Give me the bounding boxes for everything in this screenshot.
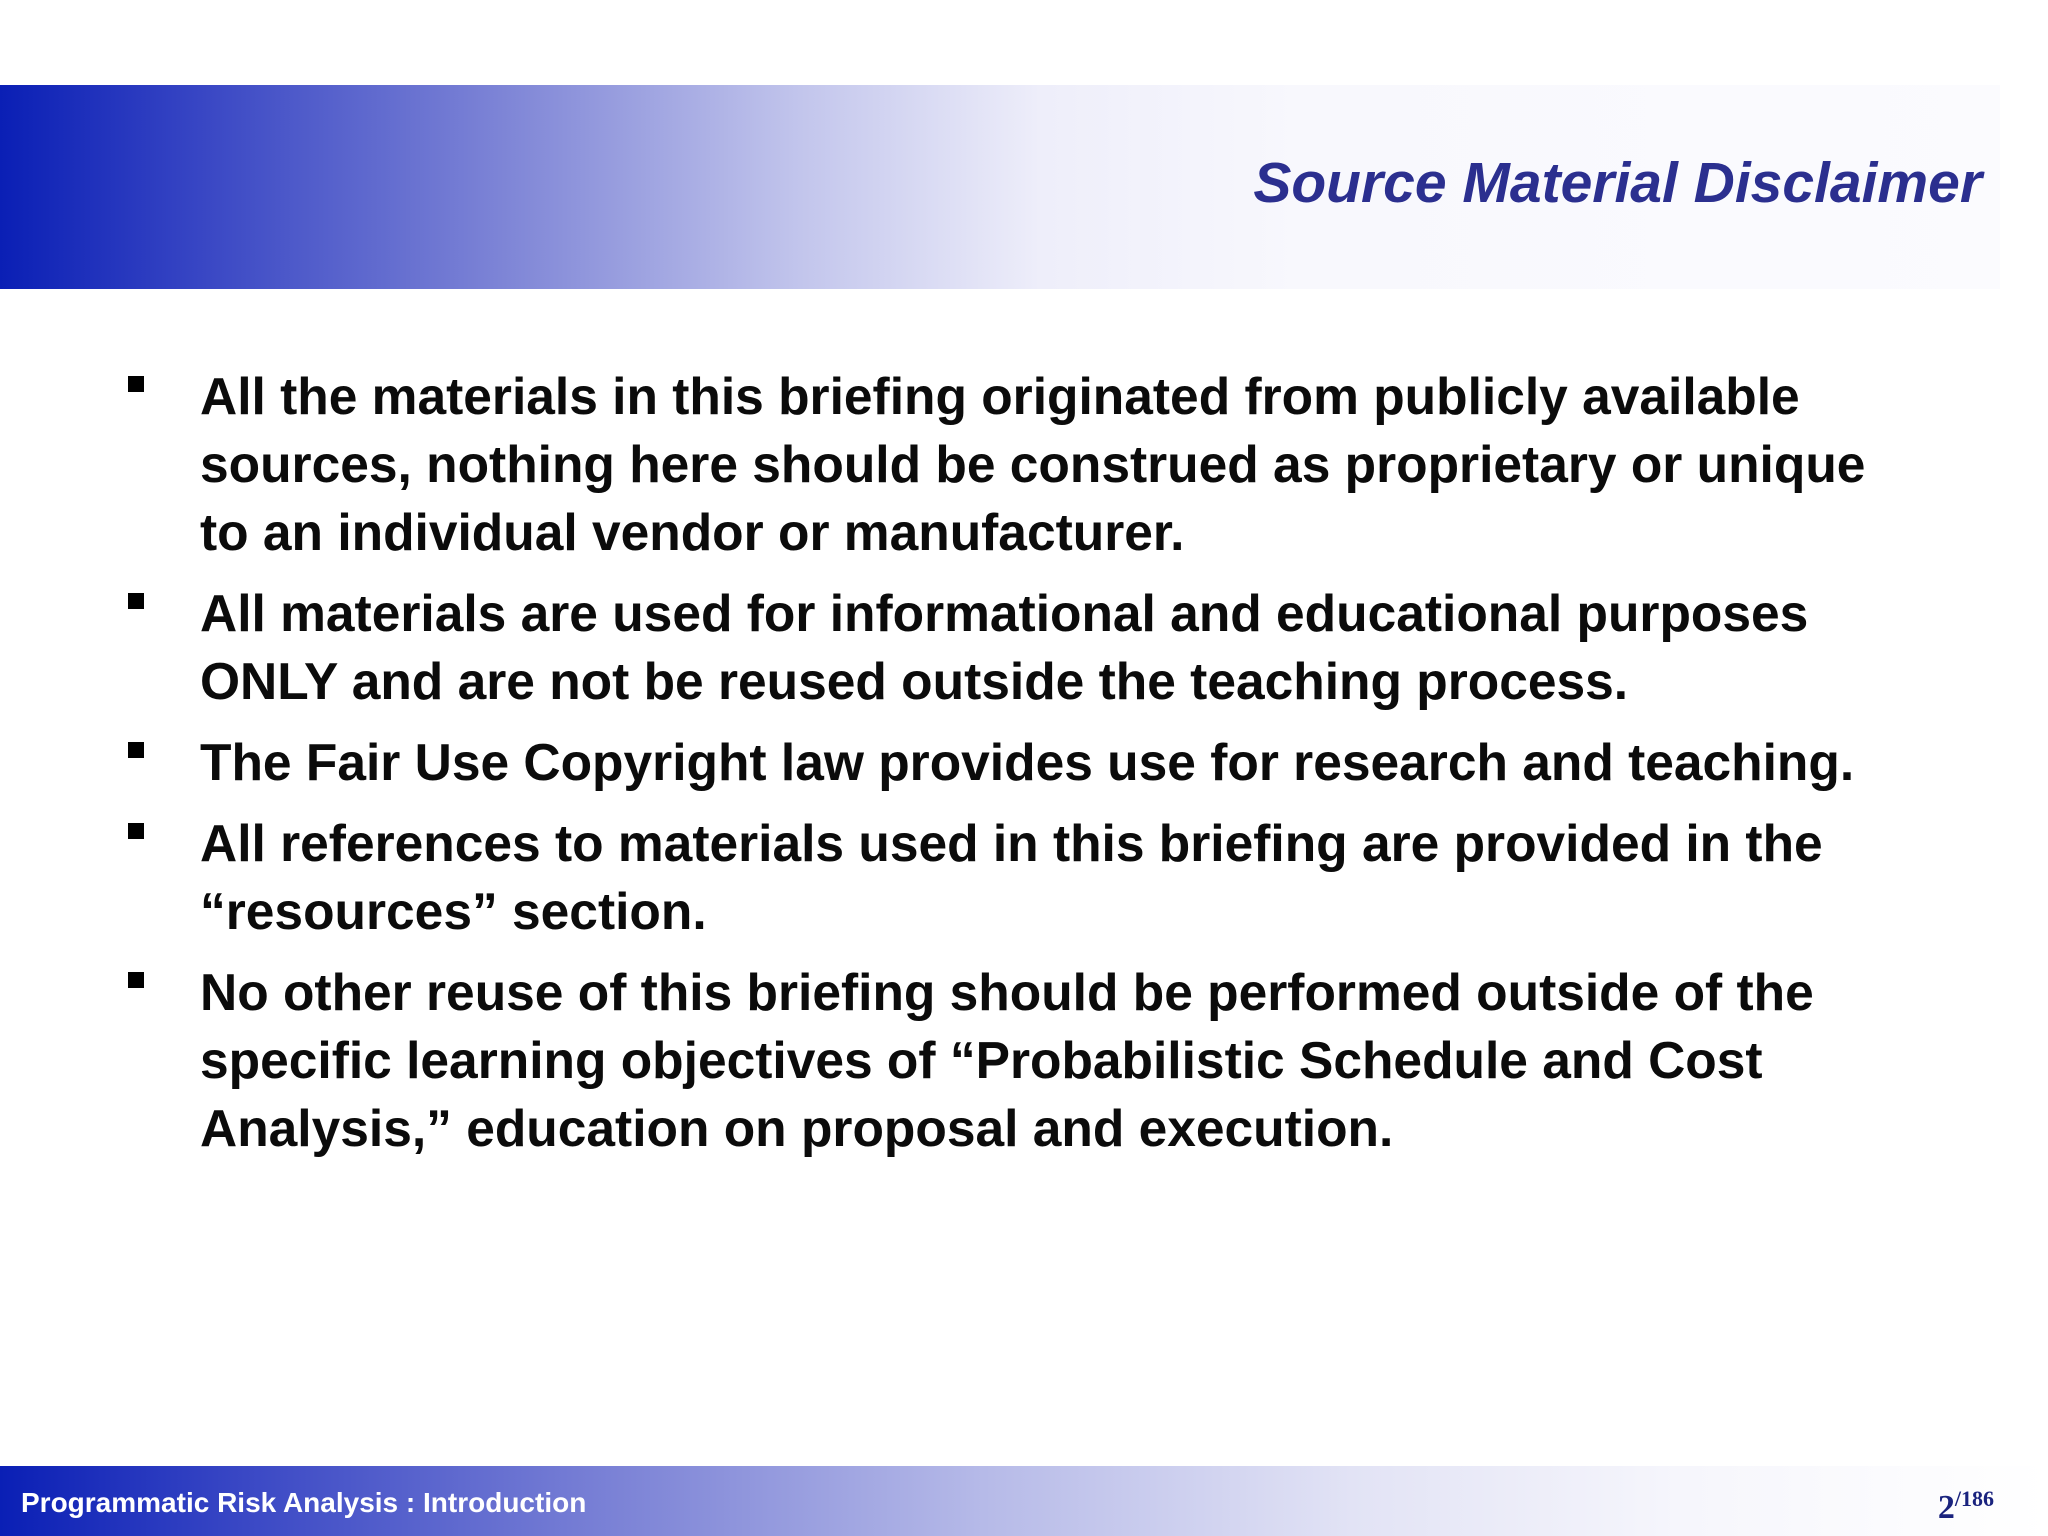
page-current: 2 <box>1937 1489 1955 1526</box>
page-number <box>1938 1486 1994 1527</box>
page-total: /186 <box>1954 1486 1994 1511</box>
list-item <box>128 809 1928 945</box>
disclaimer-list <box>128 362 1928 1175</box>
bullet-text: All materials are used for informational and educational purposes ONLY and are not be reused outside the teaching process. <box>200 584 1809 710</box>
square-bullet-icon <box>128 376 144 392</box>
square-bullet-icon <box>128 823 144 839</box>
list-item <box>128 958 1928 1162</box>
footer-course-title: Programmatic Risk Analysis : Introduction <box>21 1487 587 1518</box>
list-item <box>128 579 1928 715</box>
slide-title: Source Material Disclaimer <box>1253 151 1982 215</box>
list-item <box>128 362 1928 566</box>
list-item <box>128 728 1928 796</box>
bullet-text: All the materials in this briefing originated from publicly available sources, nothing here should be construed as proprietary or unique to an individual vendor or manufacturer. <box>200 367 1866 561</box>
square-bullet-icon <box>128 593 144 609</box>
square-bullet-icon <box>128 972 144 988</box>
bullet-text: All references to materials used in this briefing are provided in the “resources” section. <box>200 814 1823 940</box>
bullet-text: No other reuse of this briefing should be performed outside of the specific learning objectives of “Probabilistic Schedule and Cost Analysis,” education on proposal and execution. <box>200 963 1814 1157</box>
square-bullet-icon <box>128 742 144 758</box>
bullet-text: The Fair Use Copyright law provides use for research and teaching. <box>200 733 1855 791</box>
